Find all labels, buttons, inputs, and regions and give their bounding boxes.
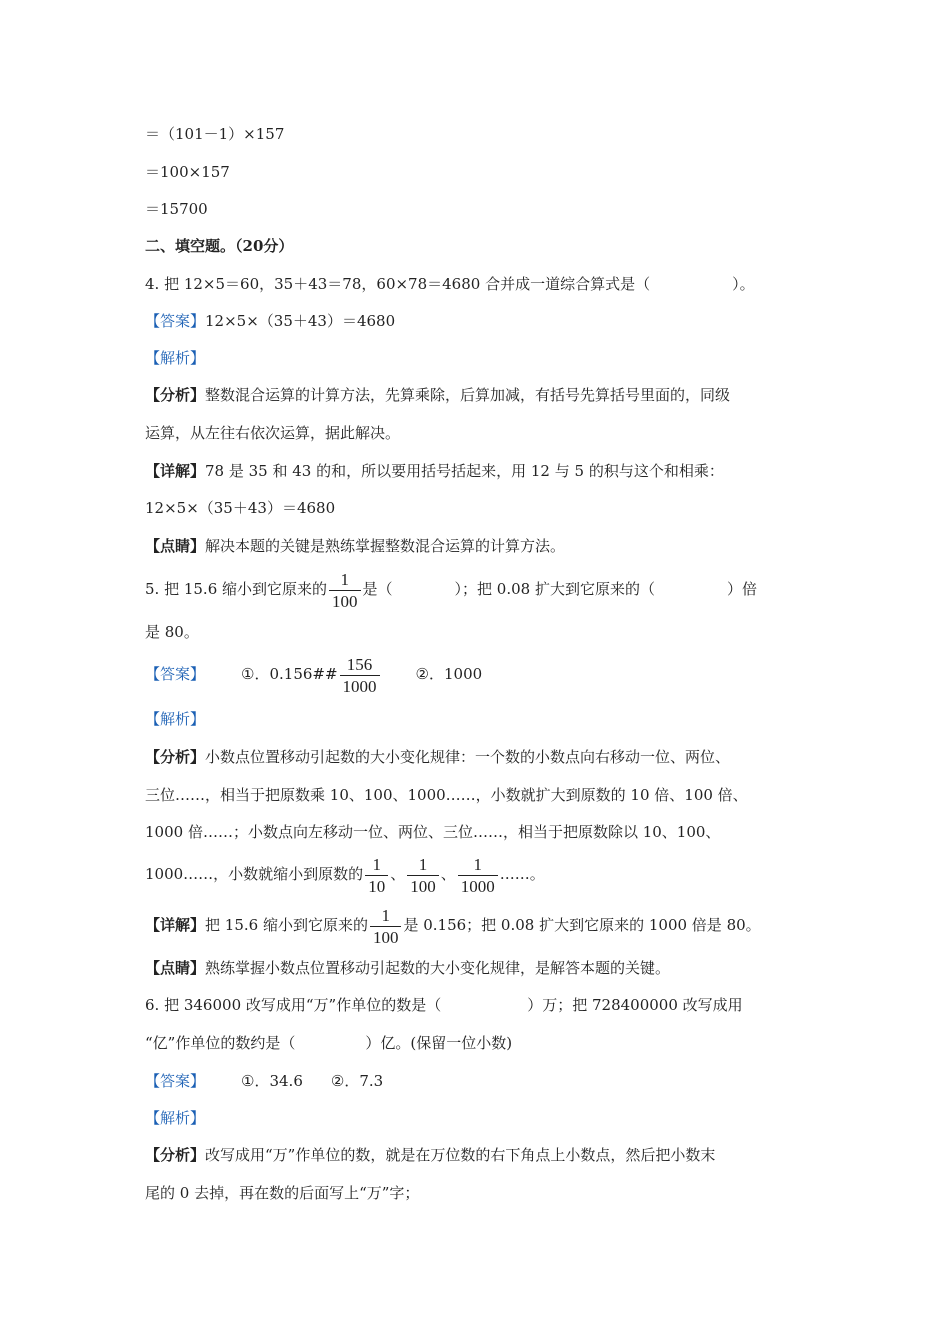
fraction xyxy=(340,654,380,697)
xiangjie-tag: 【详解】 xyxy=(145,916,206,934)
fraction-denominator: 100 xyxy=(407,875,439,897)
separator: 、 xyxy=(390,865,406,883)
xiangjie-tag: 【详解】 xyxy=(145,462,206,480)
dianjing-tag: 【点睛】 xyxy=(145,537,206,555)
fraction-numerator: 1 xyxy=(340,569,350,589)
calc-line-1: ＝（101－1）×157 xyxy=(145,125,285,143)
dianjing-tag: 【点睛】 xyxy=(145,959,206,977)
q4-xiangjie-text-1: 78 是 35 和 43 的和，所以要用括号括起来，用 12 与 5 的积与这个和相乘： xyxy=(205,462,724,480)
q6-question-line2a: “亿”作单位的数约是（ xyxy=(145,1034,296,1052)
q5-dianjing xyxy=(145,958,670,978)
fraction-denominator: 10 xyxy=(365,875,388,897)
q6-jiexi: 【解析】 xyxy=(145,1109,206,1127)
q6-fenxi-text-1: 改写成用“万”作单位的数，就是在万位数的右下角点上小数点，然后把小数末 xyxy=(205,1146,716,1164)
section-title: 二、填空题。（20分） xyxy=(145,237,294,255)
q5-question-line2: 是 80。 xyxy=(145,623,199,641)
fraction-denominator: 1000 xyxy=(340,675,380,697)
q5-xiangjie xyxy=(145,903,761,948)
q6-answer xyxy=(145,1071,383,1091)
answer-tag: 【答案】 xyxy=(145,665,206,683)
q4-xiangjie-2: 12×5×（35＋43）＝4680 xyxy=(145,499,336,517)
q5-fenxi-3: 1000 倍……；小数点向左移动一位、两位、三位……，相当于把原数除以 10、100、 xyxy=(145,823,721,841)
q4-jiexi: 【解析】 xyxy=(145,349,206,367)
fraction xyxy=(365,854,388,897)
fraction-numerator: 156 xyxy=(346,654,373,674)
fraction-numerator: 1 xyxy=(372,854,381,874)
q6-question-line2b: ）亿。(保留一位小数) xyxy=(365,1034,513,1052)
q4-fenxi-2: 运算，从左往右依次运算，据此解决。 xyxy=(145,424,401,442)
fraction xyxy=(370,905,402,948)
q6-fenxi-1 xyxy=(145,1145,715,1165)
q5-fenxi-text-1: 小数点位置移动引起数的大小变化规律：一个数的小数点向右移动一位、两位、 xyxy=(205,748,731,766)
q4-dianjing xyxy=(145,536,565,556)
fraction-numerator: 1 xyxy=(418,854,428,874)
q5-xiangjie-text-b: 是 0.156；把 0.08 扩大到它原来的 1000 倍是 80。 xyxy=(403,916,761,934)
q4-answer xyxy=(145,311,395,331)
answer-tag: 【答案】 xyxy=(145,312,206,330)
q6-fenxi-2: 尾的 0 去掉，再在数的后面写上“万”字； xyxy=(145,1184,420,1202)
q4-fenxi-1 xyxy=(145,385,730,405)
q6-question-part2: ）万；把 728400000 改写成用 xyxy=(527,996,743,1014)
q5-question-part1: 5. 把 15.6 缩小到它原来的 xyxy=(145,580,328,598)
q5-fenxi-4 xyxy=(145,852,545,897)
q4-question xyxy=(145,274,755,294)
fraction xyxy=(329,569,361,612)
fraction xyxy=(458,854,498,897)
q4-xiangjie-1 xyxy=(145,461,724,481)
q5-answer-1: ①．0.156## xyxy=(241,665,338,683)
q5-fenxi-text-4b: ……。 xyxy=(499,865,545,883)
q5-dianjing-text: 熟练掌握小数点位置移动引起数的大小变化规律，是解答本题的关键。 xyxy=(205,959,671,977)
q4-dianjing-text: 解决本题的关键是熟练掌握整数混合运算的计算方法。 xyxy=(205,537,566,555)
calc-line-3: ＝15700 xyxy=(145,200,208,218)
fenxi-tag: 【分析】 xyxy=(145,748,206,766)
calc-line-2: ＝100×157 xyxy=(145,163,230,181)
q6-answer-1: ①．34.6 xyxy=(241,1072,303,1090)
q4-answer-text: 12×5×（35＋43）＝4680 xyxy=(205,312,396,330)
q5-question-part3: ）；把 0.08 扩大到它原来的（ xyxy=(454,580,655,598)
fraction-denominator: 100 xyxy=(370,926,402,948)
fraction-denominator: 1000 xyxy=(458,875,498,897)
q4-fenxi-text-1: 整数混合运算的计算方法，先算乘除，后算加减，有括号先算括号里面的，同级 xyxy=(205,386,731,404)
q6-question-2 xyxy=(145,1033,512,1053)
q6-answer-2: ②．7.3 xyxy=(330,1072,384,1090)
answer-tag: 【答案】 xyxy=(145,1072,206,1090)
q5-question-part2: 是（ xyxy=(362,580,393,598)
fraction-denominator: 100 xyxy=(329,590,361,612)
q5-xiangjie-text-a: 把 15.6 缩小到它原来的 xyxy=(205,916,368,934)
q5-question-part4: ）倍 xyxy=(726,580,757,598)
q5-fenxi-1 xyxy=(145,747,730,767)
q6-question-1 xyxy=(145,995,743,1015)
separator: 、 xyxy=(440,865,456,883)
fraction-numerator: 1 xyxy=(381,905,390,925)
q4-question-end: ）。 xyxy=(732,275,755,293)
fraction xyxy=(407,854,439,897)
fenxi-tag: 【分析】 xyxy=(145,386,206,404)
q5-jiexi: 【解析】 xyxy=(145,710,206,728)
q5-answer xyxy=(145,652,482,697)
q5-fenxi-text-4a: 1000……，小数就缩小到原数的 xyxy=(145,865,364,883)
q5-question xyxy=(145,567,757,612)
q5-answer-2: ②．1000 xyxy=(415,665,483,683)
fraction-numerator: 1 xyxy=(473,854,482,874)
q4-question-text: 4. 把 12×5＝60，35＋43＝78，60×78＝4680 合并成一道综合算式是（ xyxy=(145,275,651,293)
fenxi-tag: 【分析】 xyxy=(145,1146,206,1164)
q5-fenxi-2: 三位……，相当于把原数乘 10、100、1000……，小数就扩大到原数的 10 倍、100 倍、 xyxy=(145,786,748,804)
q6-question-part1: 6. 把 346000 改写成用“万”作单位的数是（ xyxy=(145,996,442,1014)
